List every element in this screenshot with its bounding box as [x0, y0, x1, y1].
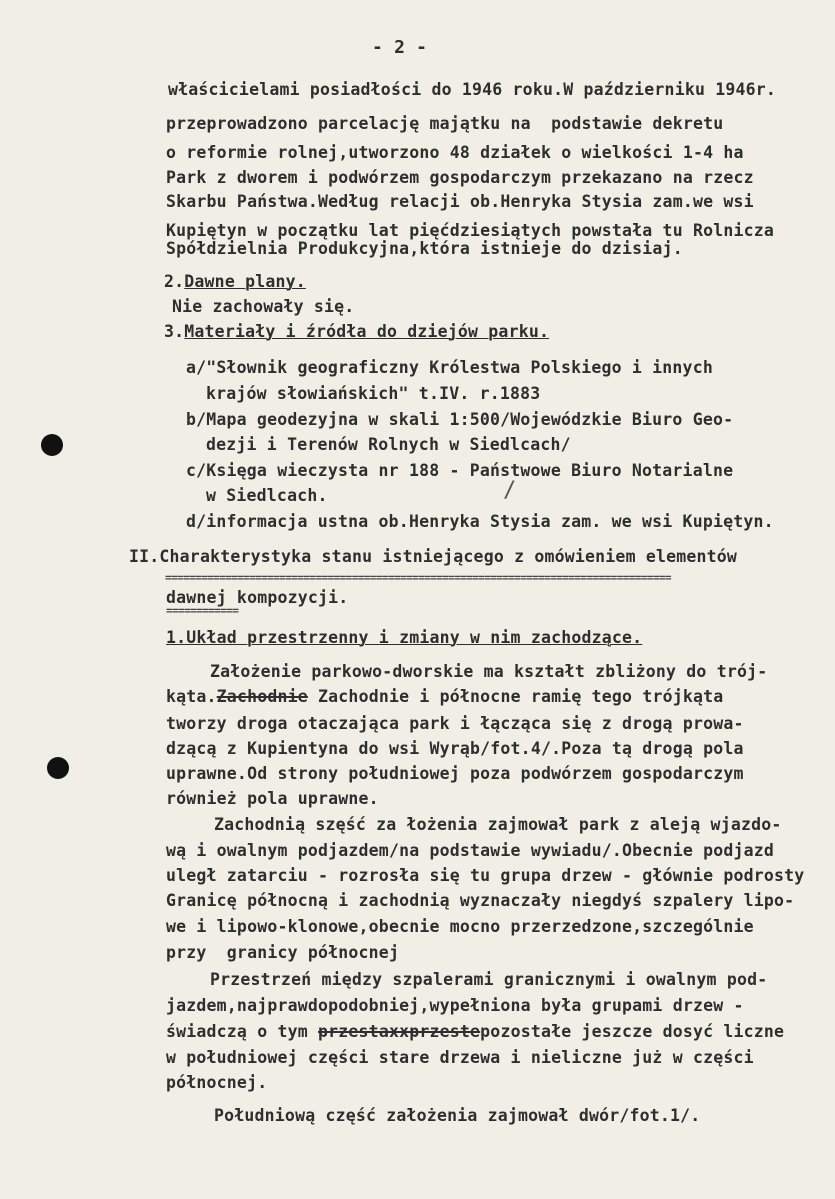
source-item: d/informacja ustna ob.Henryka Stysia zam. we wsi Kupiętyn. [186, 512, 774, 531]
text-line: północnej. [166, 1073, 268, 1092]
chapter-title: Charakterystyka stanu istniejącego z omówieniem elementów [159, 547, 738, 566]
text-line: Przestrzeń między szpalerami granicznymi i owalnym pod- [210, 970, 768, 989]
text-line: Skarbu Państwa.Według relacji ob.Henryka Stysia zam.we wsi [166, 192, 754, 211]
chapter-number: II. [129, 547, 160, 566]
text-line: Kupiętyn w początku lat pięćdziesiątych powstała tu Rolnicza [166, 221, 775, 240]
source-item: b/Mapa geodezyjna w skali 1:500/Wojewódzkie Biuro Geo- [186, 410, 734, 429]
text-line: Nie zachowały się. [172, 297, 355, 316]
text-line: Spółdzielnia Produkcyjna,która istnieje do dzisiaj. [166, 239, 683, 258]
text-line: również pola uprawne. [166, 789, 379, 808]
source-item: w Siedlcach. [206, 486, 328, 505]
source-item: dezji i Terenów Rolnych w Siedlcach/ [206, 435, 571, 454]
source-item: c/Księga wieczysta nr 188 - Państwowe Biuro Notarialne [186, 461, 734, 480]
source-item: krajów słowiańskich" t.IV. r.1883 [206, 384, 541, 403]
chapter-title: dawnej kompozycji. [166, 588, 349, 607]
text-line: przy granicy północnej [166, 943, 400, 962]
text-line: tworzy droga otaczająca park i łącząca się z drogą prowa- [166, 714, 744, 733]
text-line: Założenie parkowo-dworskie ma kształt zbliżony do trój- [210, 662, 768, 681]
text-line: właścicielami posiadłości do 1946 roku.W październiku 1946r. [168, 80, 777, 99]
chapter-heading [129, 547, 737, 567]
section-number: 2. [164, 272, 185, 291]
struck-word: Zachodnie [216, 687, 308, 706]
double-underline: ============ [166, 606, 239, 616]
text-line: we i lipowo-klonowe,obecnie mocno przerzedzone,szczególnie [166, 917, 754, 936]
subsection-heading: 1.Układ przestrzenny i zmiany w nim zachodzące. [166, 628, 643, 647]
text-line: uległ zatarciu - rozrosła się tu grupa drzew - głównie podrosty [166, 866, 805, 885]
text-line: świadczą o tym przestaxxprzestepozostałe jeszcze dosyć liczne [166, 1022, 785, 1041]
punch-hole [47, 757, 69, 779]
text-line: Granicę północną i zachodnią wyznaczały niegdyś szpalery lipo- [166, 891, 795, 910]
section-heading [164, 272, 306, 292]
punch-hole [41, 434, 63, 456]
text-line: w południowej części stare drzewa i nieliczne już w części [166, 1048, 754, 1067]
margin-mark: / [503, 478, 517, 503]
section-heading [164, 322, 549, 342]
text-line: wą i owalnym podjazdem/na podstawie wywiadu/.Obecnie podjazd [166, 841, 775, 860]
section-number: 3. [164, 322, 185, 341]
double-underline: ==================================================================================== [165, 573, 671, 583]
struck-word: przestaxxprzeste [318, 1022, 481, 1041]
text-line: przeprowadzono parcelację majątku na podstawie dekretu [166, 114, 724, 133]
page-number: - 2 - [372, 37, 428, 58]
text-line: kąta.Zachodnie Zachodnie i północne ramię tego trójkąta [166, 687, 724, 706]
text-line: Południową część założenia zajmował dwór/fot.1/. [214, 1106, 701, 1125]
text-line: dzącą z Kupientyna do wsi Wyrąb/fot.4/.Poza tą drogą pola [166, 739, 744, 758]
text-line: Zachodnią szęść za łożenia zajmował park z aleją wjazdo- [214, 815, 782, 834]
text-line: uprawne.Od strony południowej poza podwórzem gospodarczym [166, 764, 744, 783]
section-title: Materiały i źródła do dziejów parku. [184, 322, 550, 341]
section-title: Dawne plany. [184, 272, 306, 291]
text-line: Park z dworem i podwórzem gospodarczym przekazano na rzecz [166, 168, 754, 187]
source-item: a/"Słownik geograficzny Królestwa Polskiego i innych [186, 358, 713, 377]
text-line: o reformie rolnej,utworzono 48 działek o wielkości 1-4 ha [166, 143, 744, 162]
text-line: jazdem,najprawdopodobniej,wypełniona była grupami drzew - [166, 996, 744, 1015]
